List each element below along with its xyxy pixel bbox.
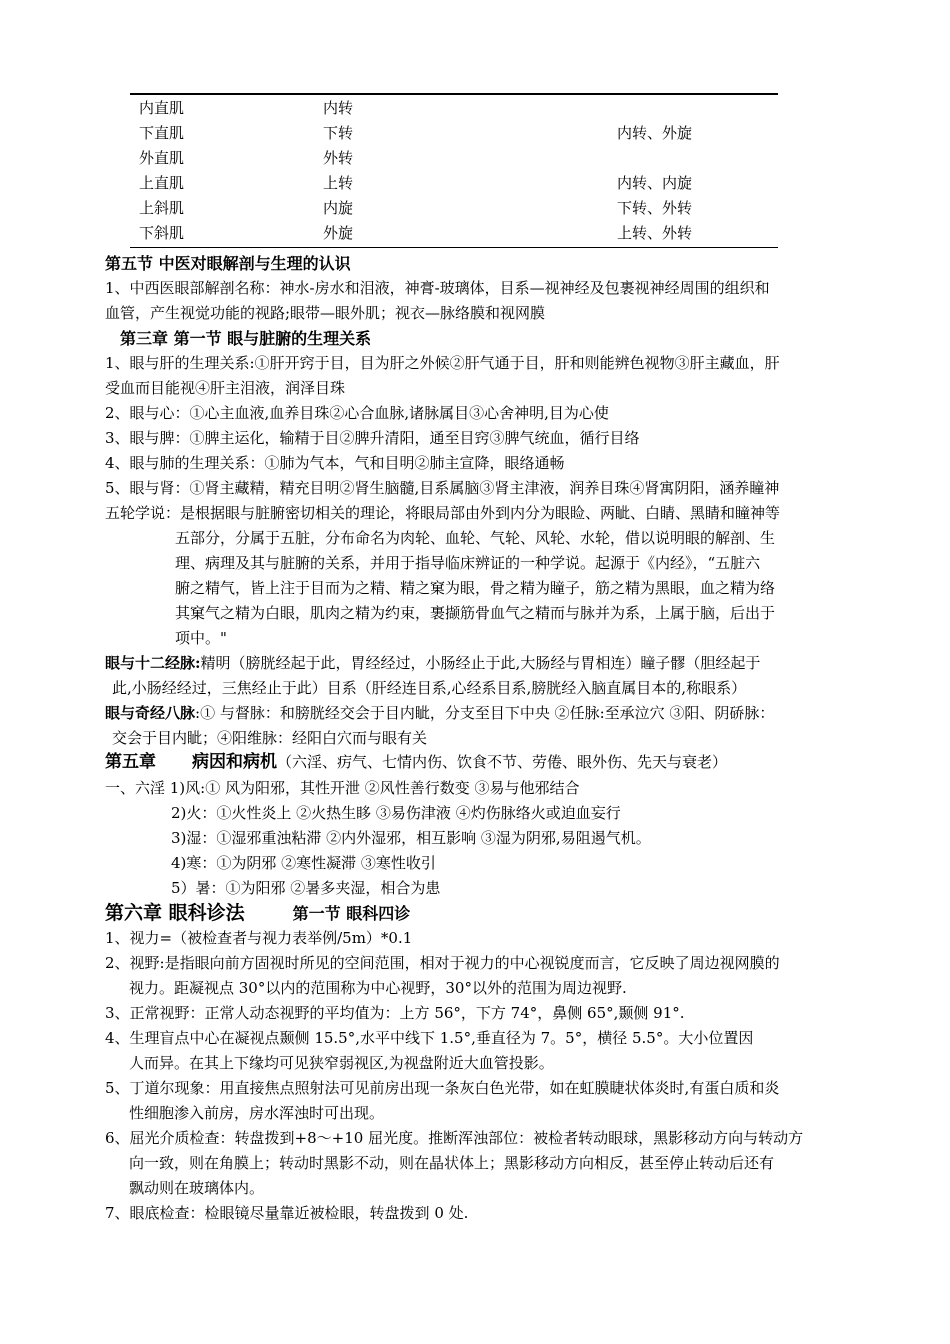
chapter-title: 病因和病机 [192,752,277,772]
chapter-heading [105,750,865,775]
table-row [0,96,950,121]
paragraph-line: 五部分，分属于五脏，分布命名为肉轮、血轮、气轮、风轮、水轮，借以说明眼的解剖、生 [175,529,776,547]
paragraph-line: 此,小肠经经过，三焦经止于此）目系（肝经连目系,心经系目系,膀胱经入脑直属目本的,称眼系） [112,679,747,697]
muscle-name: 外直肌 [139,149,185,167]
secondary-action: 下转、外转 [617,199,693,217]
primary-action: 内旋 [323,199,354,217]
paragraph-line: 3、眼与脾：①脾主运化，输精于目②脾升清阳，通至目窍③脾气统血，循行目络 [105,429,640,447]
paragraph-line: 1、中西医眼部解剖名称：神水-房水和泪液，神膏-玻璃体，目系—视神经及包裹视神经周围的组织和 [105,279,770,297]
muscle-name: 上斜肌 [139,199,185,217]
paragraph-line: 五轮学说：是根据眼与脏腑密切相关的理论，将眼局部由外到内分为眼睑、两眦、白睛、黑睛和瞳神等 [105,504,781,522]
secondary-action: 内转、外旋 [617,124,693,142]
paragraph-line: 4、眼与肺的生理关系：①肺为气本，气和目明②肺主宣降，眼络通畅 [105,454,565,472]
section-title: 第一节 眼科四诊 [292,904,411,923]
table-row [0,196,950,221]
paragraph-line: 向一致，则在角膜上；转动时黑影不动，则在晶状体上；黑影移动方向相反，甚至停止转动后还有 [129,1154,775,1172]
paragraph-line: 性细胞渗入前房，房水浑浊时可出现。 [129,1104,385,1122]
table-row [0,221,950,246]
paragraph-line: 人而异。在其上下缘均可见狭窄弱视区,为视盘附近大血管投影。 [129,1054,554,1072]
chapter-number: 第五章 [105,752,156,772]
term-label: 眼与十二经脉: [105,654,201,672]
paragraph-line: 2)火：①火性炎上 ②火热生眵 ③易伤津液 ④灼伤脉络火或迫血妄行 [171,804,621,822]
muscle-name: 内直肌 [139,99,185,117]
primary-action: 外转 [323,149,354,167]
paragraph-line: 一、六淫 1)风:① 风为阳邪，其性开泄 ②风性善行数变 ③易与他邪结合 [105,779,580,797]
primary-action: 内转 [323,99,354,117]
paragraph-line: 2、眼与心：①心主血液,血养目珠②心合血脉,诸脉属目③心舍神明,目为心使 [105,404,609,422]
table-row [0,171,950,196]
table-row [0,146,950,171]
chapter-heading [105,899,865,928]
paragraph-line: 4)寒：①为阴邪 ②寒性凝滞 ③寒性收引 [171,854,436,872]
paragraph-line: 2、视野:是指眼向前方固视时所见的空间范围，相对于视力的中心视锐度而言，它反映了周边视网膜的 [105,954,780,972]
paragraph-line [105,651,865,676]
paragraph-line: 交会于目内眦；④阳维脉：经阳白穴而与眼有关 [112,729,428,747]
term-text: 精明（膀胱经起于此，胃经经过，小肠经止于此,大肠经与胃相连）瞳子髎（胆经起于 [200,654,761,672]
chapter-note: （六淫、疠气、七情内伤、饮食不节、劳倦、眼外伤、先天与衰老） [277,753,728,771]
paragraph-line [105,701,865,726]
paragraph-line: 理、病理及其与脏腑的关系，并用于指导临床辨证的一种学说。起源于《内经》，“五脏六 [175,554,761,572]
term-label: 眼与奇经八脉 [105,704,196,722]
chapter-title: 第六章 眼科诊法 [105,902,245,924]
muscle-name: 上直肌 [139,174,185,192]
paragraph-line: 血管，产生视觉功能的视路;眼带—眼外肌；视衣—脉络膜和视网膜 [105,304,546,322]
term-text: :① 与督脉：和膀胱经交会于目内眦，分支至目下中央 ②任脉:至承泣穴 ③阳、阴硚脉： [195,704,775,722]
paragraph-line: 5、丁道尔现象：用直接焦点照射法可见前房出现一条灰白色光带，如在虹膜睫状体炎时,有蛋白质和炎 [105,1079,780,1097]
muscle-name: 下直肌 [139,124,185,142]
paragraph-line: 4、生理盲点中心在凝视点颞侧 15.5°,水平中线下 1.5°,垂直径为 7。5°，横径 5.5°。大小位置因 [105,1029,754,1047]
table-row [0,121,950,146]
secondary-action: 上转、外转 [617,224,693,242]
table-bottom-rule [130,247,778,248]
paragraph-line: 项中。" [175,629,227,647]
paragraph-line: 1、视力=（被检查者与视力表举例/5m）*0.1 [105,929,413,947]
paragraph-line: 腑之精气，皆上注于目而为之精、精之窠为眼，骨之精为瞳子，筋之精为黑眼，血之精为络 [175,579,776,597]
paragraph-line: 5）暑：①为阳邪 ②暑多夹湿，相合为患 [171,879,441,897]
paragraph-line: 6、屈光介质检查：转盘拨到+8～+10 屈光度。推断浑浊部位：被检者转动眼球，黑影移动方向与转动方 [105,1129,804,1147]
paragraph-line: 3、正常视野：正常人动态视野的平均值为：上方 56°，下方 74°，鼻侧 65°,颞侧 91°. [105,1004,685,1022]
paragraph-line: 飘动则在玻璃体内。 [129,1179,265,1197]
primary-action: 上转 [323,174,354,192]
secondary-action: 内转、内旋 [617,174,693,192]
primary-action: 外旋 [323,224,354,242]
paragraph-line: 视力。距凝视点 30°以内的范围称为中心视野，30°以外的范围为周边视野. [129,979,627,997]
paragraph-line: 受血而目能视④肝主泪液，润泽目珠 [105,379,346,397]
muscle-name: 下斜肌 [139,224,185,242]
paragraph-line: 3)湿：①湿邪重浊粘滞 ②内外湿邪，相互影响 ③湿为阴邪,易阻遏气机。 [171,829,651,847]
primary-action: 下转 [323,124,354,142]
paragraph-line: 7、眼底检查：检眼镜尽量靠近被检眼，转盘拨到 0 处. [105,1204,469,1222]
table-top-rule [130,93,778,95]
section-heading: 第五节 中医对眼解剖与生理的认识 [105,254,351,273]
chapter-heading: 第三章 第一节 眼与脏腑的生理关系 [120,329,372,348]
paragraph-line: 其窠气之精为白眼，肌肉之精为约束，裹撷筋骨血气之精而与脉并为系，上属于脑，后出于 [175,604,776,622]
paragraph-line: 1、眼与肝的生理关系:①肝开窍于目，目为肝之外候②肝气通于目，肝和则能辨色视物③肝主藏血，肝 [105,354,780,372]
paragraph-line: 5、眼与肾：①肾主藏精，精充目明②肾生脑髓,目系属脑③肾主津液，润养目珠④肾寓阴阳，涵养瞳神 [105,479,780,497]
